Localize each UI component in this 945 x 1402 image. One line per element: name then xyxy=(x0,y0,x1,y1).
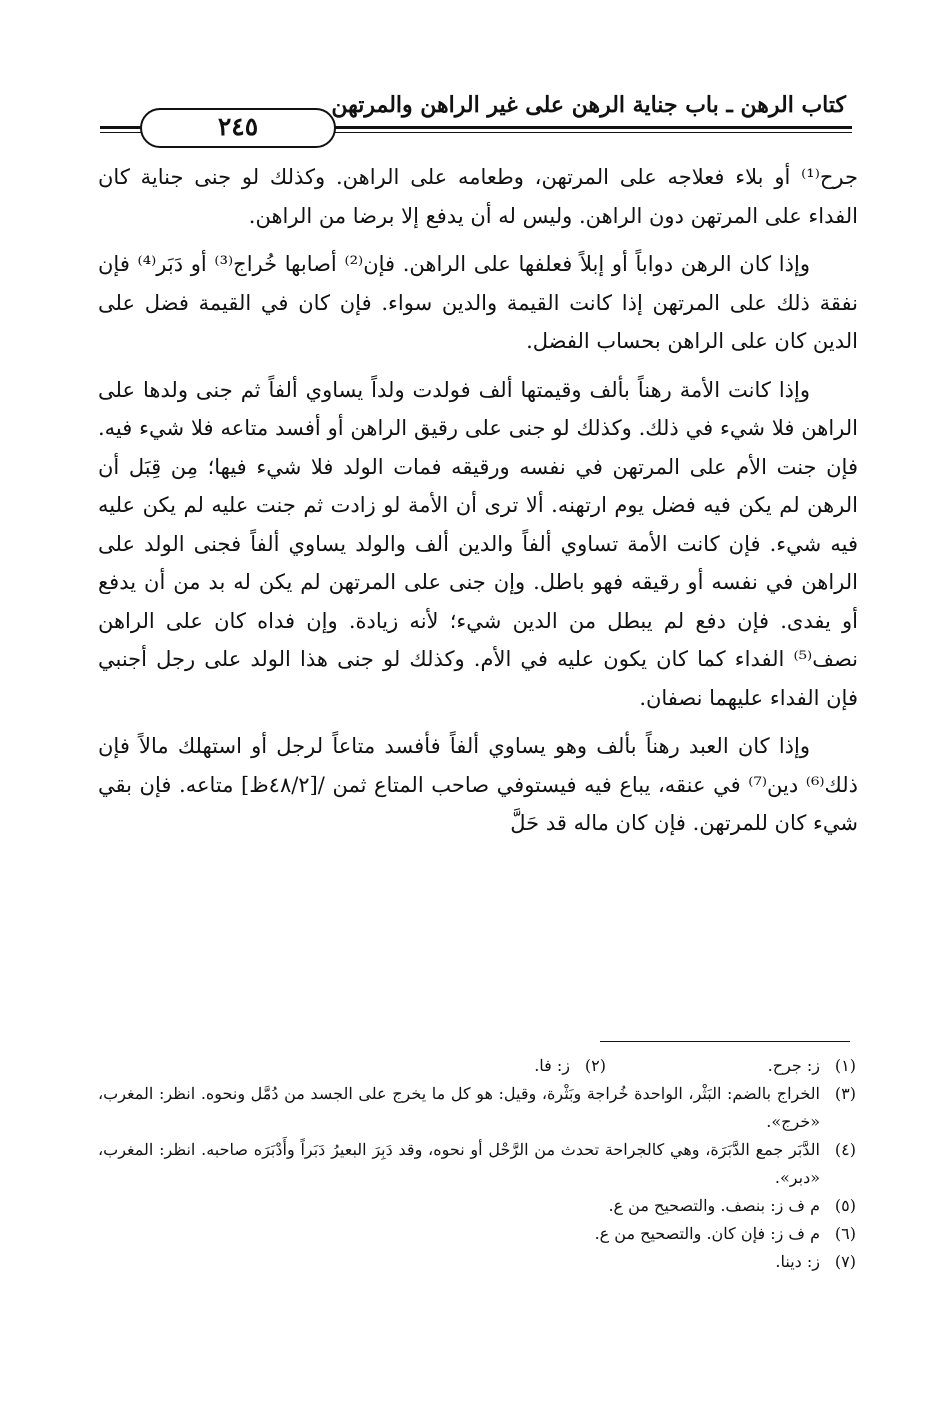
footnote-number: (٣) xyxy=(834,1084,856,1103)
footnote-text: الخراج بالضم: البَثْر، الواحدة خُراجة وبَثْرة، وقيل: هو كل ما يخرج على الجسد من دُمَّل ونحوه. انظر: المغرب، «خرج». xyxy=(98,1084,820,1131)
footnote-6 xyxy=(98,1220,856,1248)
footnote-text: ز: جرح. xyxy=(767,1056,820,1075)
footnote-number: (٦) xyxy=(834,1224,856,1243)
footnote-separator xyxy=(600,1041,850,1042)
footnote-text: م ف ز: بنصف. والتصحيح من ع. xyxy=(608,1196,820,1215)
footnote-text: ز: دينا. xyxy=(775,1252,820,1271)
footnote-text: م ف ز: فإن كان. والتصحيح من ع. xyxy=(594,1224,820,1243)
main-text xyxy=(98,158,858,853)
footnote-number: (٢) xyxy=(584,1056,606,1075)
footnote-pair-row xyxy=(98,1052,856,1080)
paragraph-4: وإذا كان العبد رهناً بألف وهو يساوي ألفاً فأفسد متاعاً لرجل أو استهلك مالاً فإن ذلك⁽⁶⁾ دين⁽⁷⁾ في عنقه، يباع فيه فيستوفي صاحب المتاع ثمن /[٤٨/٢ظ] متاعه. فإن بقي شيء كان للمرتهن. فإن كان ماله قد حَلَّ xyxy=(98,734,858,835)
footnote-number: (٤) xyxy=(834,1140,856,1159)
footnote-1 xyxy=(606,1052,856,1080)
page-number-badge: ٢٤٥ xyxy=(140,108,336,148)
running-header xyxy=(100,88,852,140)
paragraph-3: وإذا كانت الأمة رهناً بألف وقيمتها ألف فولدت ولداً يساوي ألفاً ثم جنى ولدها على الراهن فلا شيء في ذلك. وكذلك لو جنى على رقيق الراهن أو أفسد متاعه فلا شيء فيه. فإن جنت الأم على المرتهن في نفسه ورقيقه فمات الولد فلا شيء فيها؛ مِن قِبَل أن الرهن لم يكن فيه فضل يوم ارتهنه. ألا ترى أن الأمة لو زادت ثم جنت عليه لم يكن عليه فيه شيء. فإن كانت الأمة تساوي ألفاً والدين ألف والولد يساوي ألفاً فجنى الولد على الراهن في نفسه أو رقيقه فهو باطل. وإن جنى على المرتهن لم يكن له بد من أن يدفع أو يفدى. فإن دفع لم يبطل من الدين شيء؛ لأنه زيادة. وإن فداه كان على الراهن نصف⁽⁵⁾ الفداء كما كان يكون عليه في الأم. وكذلك لو جنى هذا الولد على رجل أجنبي فإن الفداء عليهما نصفان. xyxy=(98,377,858,710)
footnote-number: (٧) xyxy=(834,1252,856,1271)
header-title: كتاب الرهن ـ باب جناية الرهن على غير الراهن والمرتهن xyxy=(331,92,846,118)
footnote-7 xyxy=(98,1248,856,1276)
footnote-text: الدَّبَر جمع الدَّبَرَة، وهي كالجراحة تحدث من الرَّحْل أو نحوه، وقد دَبِرَ البعيرُ دَبَراً وأَدْبَرَه صاحبه. انظر: المغرب، «دبر». xyxy=(98,1140,820,1187)
footnote-text: ز: فا. xyxy=(534,1056,570,1075)
footnote-5 xyxy=(98,1192,856,1220)
footnotes xyxy=(98,1052,856,1276)
footnote-number: (٥) xyxy=(834,1196,856,1215)
footnote-number: (١) xyxy=(834,1056,856,1075)
paragraph-2: وإذا كان الرهن دواباً أو إبلاً فعلفها على الراهن. فإن⁽²⁾ أصابها خُراج⁽³⁾ أو دَبَر⁽⁴⁾ فإن نفقة ذلك على المرتهن إذا كانت القيمة والدين سواء. فإن كان في القيمة فضل على الدين كان على الراهن بحساب الفضل. xyxy=(98,252,858,353)
footnote-4 xyxy=(98,1136,856,1192)
footnote-3 xyxy=(98,1080,856,1136)
paragraph-1: جرح⁽¹⁾ أو بلاء فعلاجه على المرتهن، وطعامه على الراهن. وكذلك لو جنى جناية كان الفداء على المرتهن دون الراهن. وليس له أن يدفع إلا برضا من الراهن. xyxy=(98,165,858,228)
footnote-2 xyxy=(356,1052,606,1080)
